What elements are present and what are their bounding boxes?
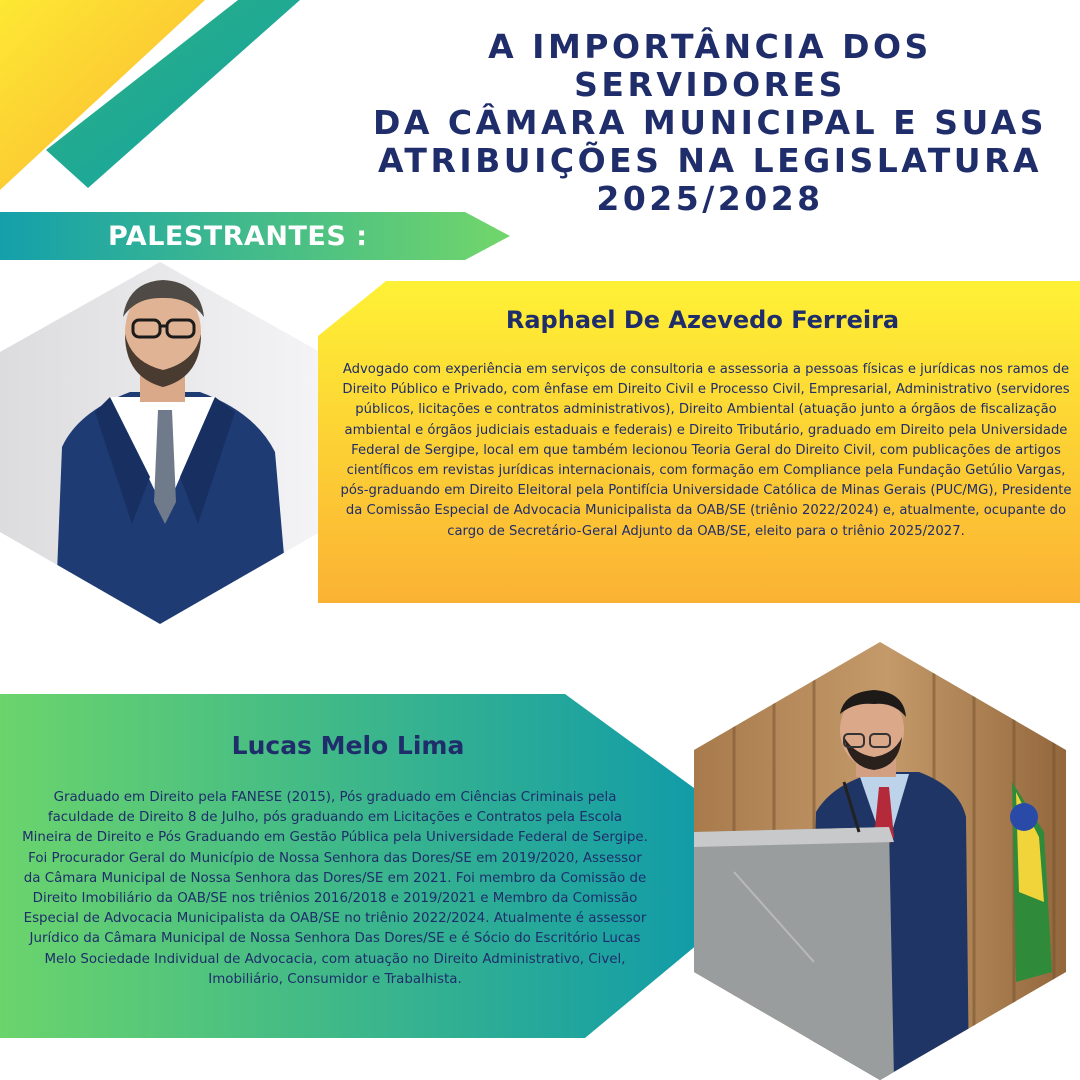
speaker-1-photo (0, 262, 320, 624)
section-label: PALESTRANTES : (108, 221, 368, 252)
speaker-1-name: Raphael De Azevedo Ferreira (505, 306, 900, 334)
title-line-4: 2025/2028 (596, 179, 824, 218)
title-line-3: ATRIBUIÇÕES NA LEGISLATURA (377, 141, 1043, 180)
speaker-2-bio: Graduado em Direito pela FANESE (2015), Pós graduado em Ciências Criminais pela faculdade de Direito 8 de Julho, pós graduando em Licitações e Contratos pela Escola Mineira de Direito e Pós Graduando em Gestão Pública pela Universidade Federal de Sergipe. Foi Procurador Geral do Município de Nossa Senhora das Dores/SE em 2019/2020, Assessor da Câmara Municipal de Nossa Senhora das Dores/SE em 2021. Foi membro da Comissão de Direito Imobiliário da OAB/SE nos triênios 2016/2018 e 2019/2021 e Membro da Comissão Especial de Advocacia Municipalista da OAB/SE no triênio 2022/2024. Atualmente é assessor Jurídico da Câmara Municipal de Nossa Senhora Das Dores/SE e é Sócio do Escritório Lucas Melo Sociedade Individual de Advocacia, com atuação no Direito Administrativo, Civel, Imobiliário, Consumidor e Trabalhista. (22, 790, 648, 987)
page-title (360, 28, 1060, 218)
title-line-1: A IMPORTÂNCIA DOS SERVIDORES (488, 27, 932, 104)
title-line-2: DA CÂMARA MUNICIPAL E SUAS (372, 103, 1048, 142)
speaker-2-photo (694, 642, 1080, 1080)
decorative-stripes (0, 0, 320, 200)
speaker-1-bio: Advogado com experiência em serviços de consultoria e assessoria a pessoas físicas e jurídicas nos ramos de Direito Público e Privado, com ênfase em Direito Civil e Processo Civil, Empresarial, Administrativo (servidores públicos, licitações e contratos administrativos), Direito Ambiental (atuação junto a órgãos de fiscalização ambiental e órgãos judiciais estaduais e federais) e Direito Tributário, graduado em Direito pela Universidade Federal de Sergipe, local em que também lecionou Teoria Geral do Direito Civil, com publicações de artigos científicos em revistas jurídicas internacionais, com formação em Compliance pela Fundação Getúlio Vargas, pós-graduando em Direito Eleitoral pela Pontifícia Universidade Católica de Minas Gerais (PUC/MG), Presidente da Comissão Especial de Advocacia Municipalista da OAB/SE (triênio 2022/2024) e, atualmente, ocupante do cargo de Secretário-Geral Adjunto da OAB/SE, eleito para o triênio 2025/2027. (340, 362, 1072, 539)
speaker-2-name: Lucas Melo Lima (231, 731, 465, 760)
